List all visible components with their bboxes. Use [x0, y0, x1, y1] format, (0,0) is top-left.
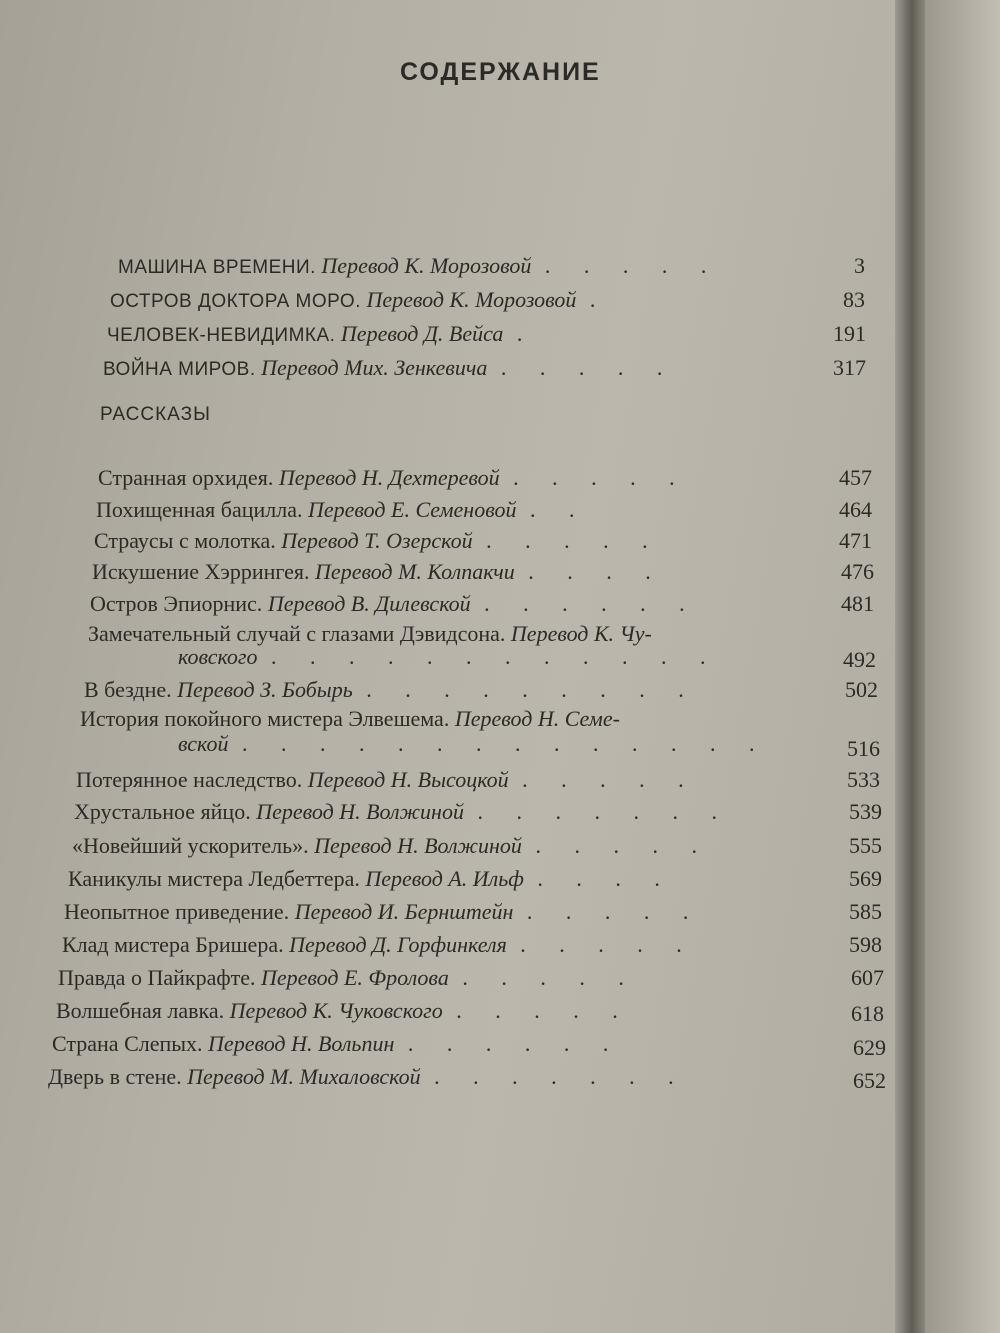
- toc-entry-story-continuation: ковского . . . . . . . . . . . .: [178, 644, 720, 669]
- page-number: 652: [853, 1068, 886, 1093]
- toc-entry-story-continuation: вской . . . . . . . . . . . . . .: [178, 731, 769, 756]
- toc-entry-story: Правда о Пайкрафте. Перевод Е. Фролова . . . . .: [58, 965, 638, 990]
- toc-entry-story: Неопытное приведение. Перевод И. Бернштейн . . . . .: [64, 899, 703, 924]
- toc-entry-novel: МАШИНА ВРЕМЕНИ. Перевод К. Морозовой . . . . .: [118, 253, 721, 278]
- page-number: 555: [849, 833, 882, 858]
- page-number: 476: [841, 559, 874, 584]
- toc-entry-novel: ВОЙНА МИРОВ. Перевод Мих. Зенкевича . . . . .: [103, 355, 677, 380]
- page-number: 83: [843, 287, 865, 312]
- page-number: 471: [839, 528, 872, 553]
- page-number: 516: [847, 736, 880, 761]
- page-number: 317: [833, 355, 866, 380]
- toc-entry-novel: ОСТРОВ ДОКТОРА МОРО. Перевод К. Морозовой .: [110, 287, 610, 312]
- toc-entry-story: Страна Слепых. Перевод Н. Вольпин . . . . . .: [52, 1031, 623, 1056]
- page-number: 481: [841, 591, 874, 616]
- page-number: 191: [833, 321, 866, 346]
- toc-entry-story: Каникулы мистера Ледбеттера. Перевод А. Ильф . . . .: [68, 866, 674, 891]
- toc-entry-story: Похищенная бацилла. Перевод Е. Семеновой . .: [96, 497, 589, 522]
- toc-entry-story: Клад мистера Бришера. Перевод Д. Горфинкеля . . . . .: [62, 932, 696, 957]
- page-number: 585: [849, 899, 882, 924]
- page-number: 492: [843, 647, 876, 672]
- toc-entry-story: Странная орхидея. Перевод Н. Дехтеревой . . . . .: [98, 465, 689, 490]
- toc-entry-story: Потерянное наследство. Перевод Н. Высоцкой . . . . .: [76, 767, 698, 792]
- book-gutter: [895, 0, 925, 1333]
- page-number: 569: [849, 866, 882, 891]
- toc-entry-story: Волшебная лавка. Перевод К. Чуковского . . . . .: [56, 998, 632, 1023]
- toc-entry-story: Остров Эпиорнис. Перевод В. Дилевской . . . . . .: [90, 591, 699, 616]
- toc-entry-story: Дверь в стене. Перевод М. Михаловской . . . . . . .: [48, 1064, 688, 1089]
- page-number: 618: [851, 1001, 884, 1026]
- page-title: СОДЕРЖАНИЕ: [400, 58, 601, 86]
- page-number: 464: [839, 497, 872, 522]
- page-number: 3: [854, 253, 865, 278]
- toc-entry-story: Страусы с молотка. Перевод Т. Озерской . . . . .: [94, 528, 662, 553]
- toc-entry-story: В бездне. Перевод З. Бобырь . . . . . . . . .: [84, 677, 698, 702]
- page-number: 607: [851, 965, 884, 990]
- toc-entry-story: Хрустальное яйцо. Перевод Н. Волжиной . . . . . . .: [74, 799, 731, 824]
- adjacent-page-edge: [925, 0, 1000, 1333]
- section-heading-stories: РАССКАЗЫ: [100, 404, 211, 425]
- toc-entry-story: История покойного мистера Элвешема. Перевод Н. Семе-: [80, 706, 620, 731]
- page-number: 533: [847, 767, 880, 792]
- page-number: 457: [839, 465, 872, 490]
- page-number: 629: [853, 1035, 886, 1060]
- page-number: 502: [845, 677, 878, 702]
- toc-entry-story: «Новейший ускоритель». Перевод Н. Волжиной . . . . .: [72, 833, 711, 858]
- toc-entry-story: Искушение Хэррингея. Перевод М. Колпакчи . . . .: [92, 559, 665, 584]
- page-number: 539: [849, 799, 882, 824]
- toc-entry-story: Замечательный случай с глазами Дэвидсона. Перевод К. Чу-: [88, 621, 652, 646]
- toc-entry-novel: ЧЕЛОВЕК-НЕВИДИМКА. Перевод Д. Вейса .: [107, 321, 537, 346]
- page-number: 598: [849, 932, 882, 957]
